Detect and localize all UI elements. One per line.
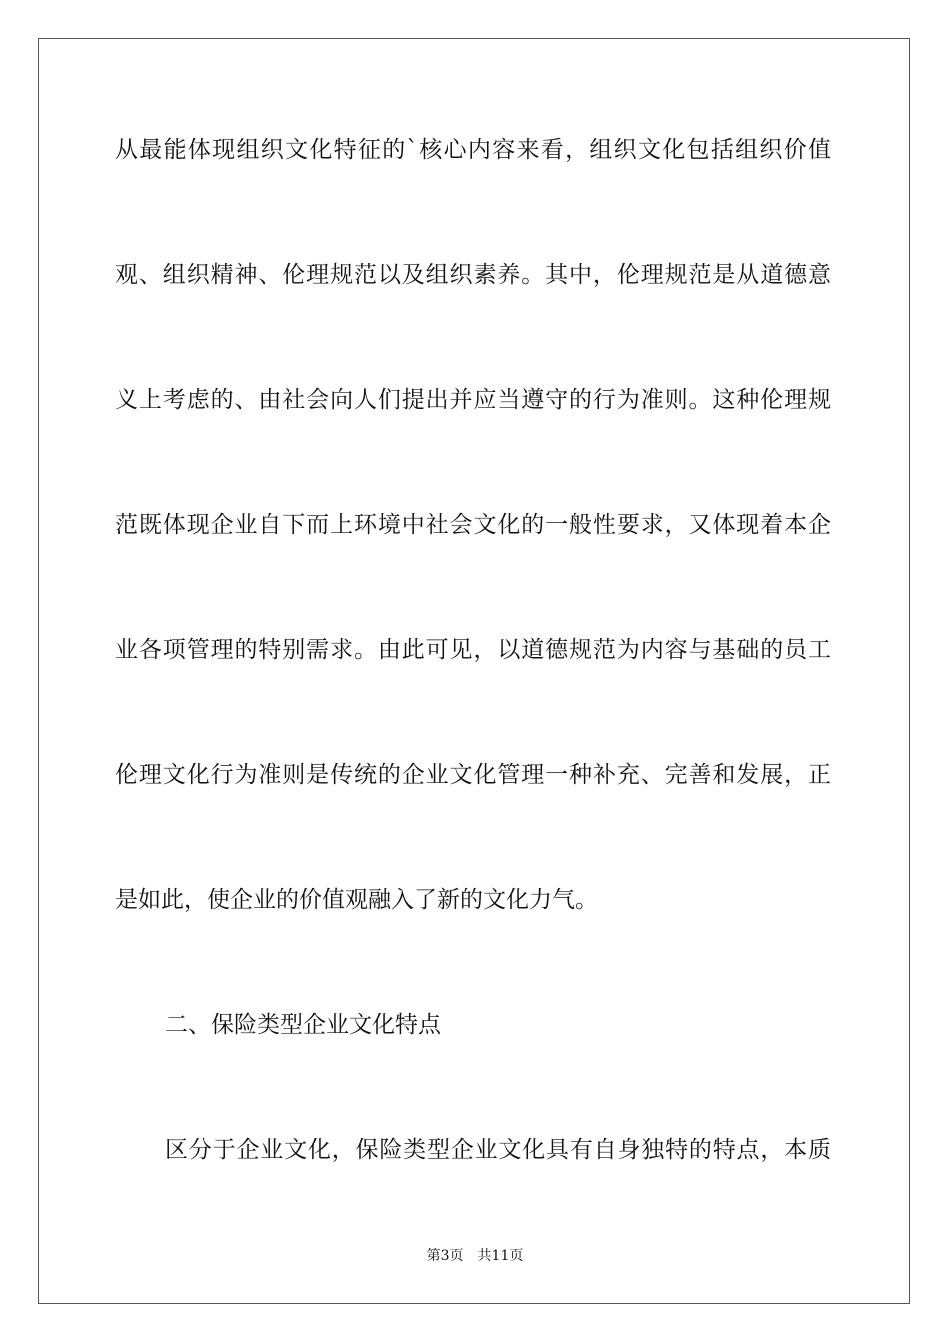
paragraph-2-line-1: 区分于企业文化，保险类型企业文化具有自身独特的特点，本质: [165, 1137, 831, 1163]
body-text-line-7: 是如此，使企业的价值观融入了新的文化力气。: [115, 887, 598, 913]
body-text-line-4: 范既体现企业自下而上环境中社会文化的一般性要求，又体现着本企: [115, 512, 831, 538]
body-text-line-5: 业各项管理的特别需求。由此可见，以道德规范为内容与基础的员工: [115, 637, 831, 663]
body-text-line-1: 从最能体现组织文化特征的`核心内容来看，组织文化包括组织价值: [115, 137, 831, 163]
page-total: 共11页: [477, 1248, 524, 1264]
section-heading: 二、保险类型企业文化特点: [165, 1012, 441, 1038]
page-footer: [0, 1246, 950, 1266]
body-text-line-6: 伦理文化行为准则是传统的企业文化管理一种补充、完善和发展，正: [115, 762, 831, 788]
body-text-line-2: 观、组织精神、伦理规范以及组织素养。其中，伦理规范是从道德意: [115, 262, 831, 288]
page-border: [38, 38, 910, 1304]
body-text-line-3: 义上考虑的、由社会向人们提出并应当遵守的行为准则。这种伦理规: [115, 387, 831, 413]
page-number: 第3页: [426, 1248, 464, 1264]
